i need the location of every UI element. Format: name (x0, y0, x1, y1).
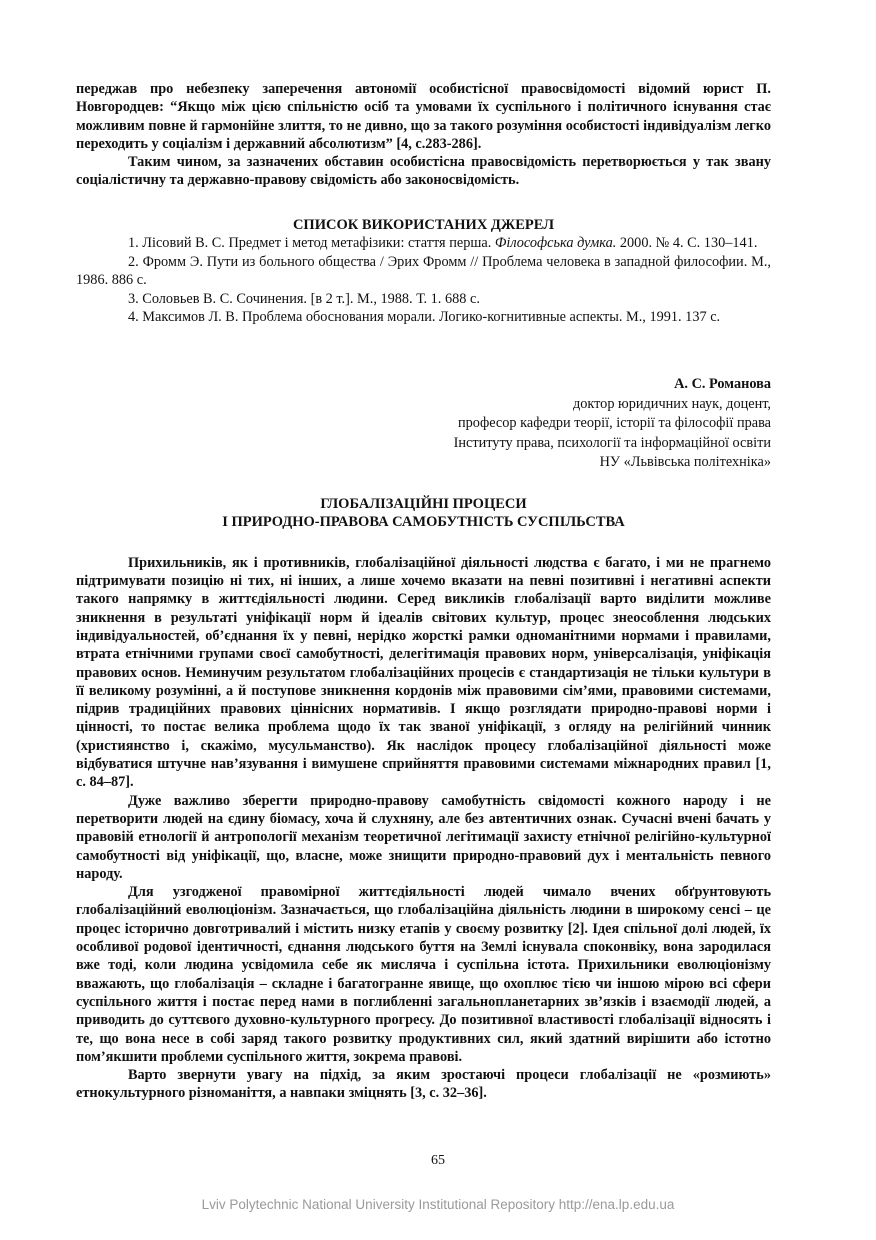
author-affiliation-line: доктор юридичних наук, доцент, (572, 395, 771, 412)
article-title-line-2: І ПРИРОДНО-ПРАВОВА САМОБУТНІСТЬ СУСПІЛЬСТВА (222, 514, 625, 531)
author-affiliation-line: НУ «Львівська політехніка» (599, 454, 771, 471)
article-title-line-1: ГЛОБАЛІЗАЦІЙНІ ПРОЦЕСИ (320, 495, 527, 512)
article-body (76, 554, 771, 1103)
page-body (76, 80, 771, 1103)
previous-article-ending (76, 80, 771, 190)
reference-item: 1. Лісовий В. С. Предмет і метод метафізики: стаття перша. Філософська думка. 2000. № 4. С. 130–141. (128, 235, 758, 252)
author-affiliation-line: Інституту права, психології та інформаційної освіти (453, 434, 771, 451)
references-list (76, 234, 771, 326)
reference-item: 2. Фромм Э. Пути из больного общества / Эрих Фромм // Проблема человека в западной философии. М., 1986. 886 с. (76, 253, 771, 289)
references-heading: СПИСОК ВИКОРИСТАНИХ ДЖЕРЕЛ (292, 216, 555, 233)
author-name: А. С. Романова (674, 376, 771, 393)
body-paragraph: Дуже важливо зберегти природно-правову самобутність свідомості кожного народу і не перетворити людей на єдину біомасу, хоча й слухняну, але без автентичних ознак. Сучасні вчені бачать у правовій етнології й антропології механізм теоретичної легітимації захисту етнічної релігійно-культурної самобутності від уніфікації, що, власне, може знищити природно-правовий дух і ментальність певного народу. (76, 792, 771, 882)
body-paragraph: Варто звернути увагу на підхід, за яким зростаючі процеси глобалізації не «розмиють» етнокультурного різноманіття, а навпаки зміцнять [3, с. 32–36]. (76, 1067, 771, 1102)
reference-item: 3. Соловьев В. С. Сочинения. [в 2 т.]. М., 1988. Т. 1. 688 с. (128, 290, 480, 307)
repository-footer: Lviv Polytechnic National University Institutional Repository http://ena.lp.edu.ua (201, 1197, 675, 1212)
author-affiliation-line: професор кафедри теорії, історії та філософії права (458, 415, 771, 432)
author-block (76, 375, 771, 473)
reference-item: 4. Максимов Л. В. Проблема обоснования морали. Логико-когнитивные аспекты. М., 1991. 137 с. (128, 308, 721, 325)
body-paragraph: переджав про небезпеку заперечення автономії особистісної правосвідомості відомий юрист П. Новгородцев: “Якщо між цією спільністю осіб та умовами їх суспільного і політичного існування стає можливим повне й гармонійне злиття, то не дивно, що за такого розуміння особистості індивідуалізм легко переходить у соціалізм і державний абсолютизм” [4, с.283-286]. (76, 81, 771, 152)
body-paragraph: Таким чином, за зазначених обставин особистісна правосвідомість перетворюється у так звану соціалістичну та державно-правову свідомість або законосвідомість. (76, 154, 771, 189)
body-paragraph: Прихильників, як і противників, глобалізаційної діяльності людства є багато, і ми не прагнемо підтримувати позицію ні тих, ні інших, а лише хочемо вказати на певні позитивні і негативні аспекти такого напрямку в життєдіяльності людини. Серед викликів глобалізації варто виділити можливе зникнення в результаті уніфікації норм й ідеалів світових культур, процес знеособлення людських індивідуальностей, об’єднання їх у певні, нерідко жорсткі рамки одноманітними нормами і правилами, втрата етнічними групами своєї самобутності, делегітимація правових норм, універсалізація, уніфікація правових основ. Неминучим результатом глобалізаційних процесів є стандартизація не тільки культури в її великому розумінні, а й поступове зникнення кордонів між правовими сім’ями, правовими системами, підрив традиційних правових ціннісних нормативів. І якщо розглядати природно-правові норми і цінності, то постає велика проблема щодо їх так званої уніфікації, з огляду на релігійний чинник (християнство і, скажімо, мусульманство). Як наслідок процесу глобалізаційної діяльності може відбуватися штучне нав’язування і вимушене сприйняття правовими системами міжнародних правил [1, с. 84–87]. (76, 554, 771, 791)
page-number: 65 (431, 1153, 445, 1168)
body-paragraph: Для узгодженої правомірної життєдіяльності людей чимало вчених обґрунтовують глобалізаційний еволюціонізм. Зазначається, що глобалізаційна діяльність людини в широкому сенсі – це процес історично довготривалий і містить низку етапів у своєму розвитку [2]. Ідея спільної долі людей, їх особливої родової ідентичності, єднання людського буття на Землі існувала споконвіку, вона зародилася вже тоді, коли людина усвідомила себе як мисляча і суспільна істота. Прихильники еволюціонізму вважають, що глобалізація – складне і багатогранне явище, що охоплює тією чи іншою мірою всі сфери суспільного життя і постає перед нами в поглибленні загальнопланетарних зв’язків і взаємодії людей, а приводить до суттєвого духовно-культурного прогресу. До позитивної властивості глобалізації відносять і те, що вона несе в собі заряд такого розвитку продуктивних сил, який здатний вирішити або істотно пом’якшити проблеми суспільного життя, зокрема правові. (76, 884, 771, 1065)
